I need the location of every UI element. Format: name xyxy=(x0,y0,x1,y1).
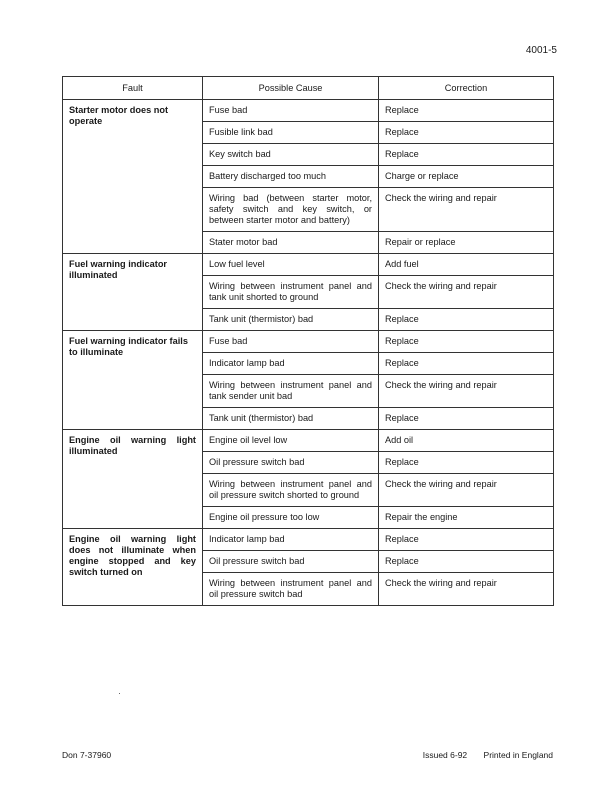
correction-cell: Check the wiring and repair xyxy=(379,188,554,232)
cause-cell: Wiring bad (between starter motor, safety switch and key switch, or between starter motor and battery) xyxy=(203,188,379,232)
table-row xyxy=(63,430,554,452)
correction-cell: Charge or replace xyxy=(379,166,554,188)
cause-cell: Battery discharged too much xyxy=(203,166,379,188)
correction-cell: Check the wiring and repair xyxy=(379,573,554,606)
cause-cell: Indicator lamp bad xyxy=(203,353,379,375)
page-number: 4001-5 xyxy=(525,45,557,56)
correction-cell: Add oil xyxy=(379,430,554,452)
correction-cell: Replace xyxy=(379,309,554,331)
cause-cell: Oil pressure switch bad xyxy=(203,452,379,474)
table-row xyxy=(63,254,554,276)
correction-cell: Check the wiring and repair xyxy=(379,375,554,408)
table-row xyxy=(63,529,554,551)
footer-printed: Printed in England xyxy=(483,750,553,760)
table-row xyxy=(63,100,554,122)
fault-cell: Starter motor does not operate xyxy=(63,100,203,254)
footer-issue-info xyxy=(423,750,553,760)
correction-cell: Replace xyxy=(379,551,554,573)
correction-cell: Check the wiring and repair xyxy=(379,276,554,309)
cause-cell: Tank unit (thermistor) bad xyxy=(203,408,379,430)
table-header-row xyxy=(63,77,554,100)
cause-cell: Low fuel level xyxy=(203,254,379,276)
cause-cell: Tank unit (thermistor) bad xyxy=(203,309,379,331)
cause-cell: Engine oil pressure too low xyxy=(203,507,379,529)
cause-cell: Indicator lamp bad xyxy=(203,529,379,551)
cause-cell: Wiring between instrument panel and tank sender unit bad xyxy=(203,375,379,408)
correction-cell: Replace xyxy=(379,529,554,551)
cause-cell: Key switch bad xyxy=(203,144,379,166)
fault-table xyxy=(62,76,554,606)
fault-cell: Engine oil warning light does not illuminate when engine stopped and key switch turned on xyxy=(63,529,203,606)
correction-cell: Replace xyxy=(379,144,554,166)
correction-cell: Replace xyxy=(379,353,554,375)
scan-speck xyxy=(119,693,120,694)
cause-cell: Stater motor bad xyxy=(203,232,379,254)
cause-cell: Wiring between instrument panel and oil pressure switch shorted to ground xyxy=(203,474,379,507)
cause-cell: Fuse bad xyxy=(203,331,379,353)
cause-cell: Engine oil level low xyxy=(203,430,379,452)
footer-doc-number: Don 7-37960 xyxy=(62,750,112,760)
correction-cell: Replace xyxy=(379,331,554,353)
correction-cell: Replace xyxy=(379,122,554,144)
fault-cell: Fuel warning indicator fails to illuminate xyxy=(63,331,203,430)
header-correction: Correction xyxy=(379,77,554,100)
cause-cell: Fuse bad xyxy=(203,100,379,122)
correction-cell: Replace xyxy=(379,408,554,430)
correction-cell: Replace xyxy=(379,452,554,474)
correction-cell: Repair the engine xyxy=(379,507,554,529)
correction-cell: Repair or replace xyxy=(379,232,554,254)
fault-cell: Fuel warning indicator illuminated xyxy=(63,254,203,331)
cause-cell: Wiring between instrument panel and oil pressure switch bad xyxy=(203,573,379,606)
correction-cell: Check the wiring and repair xyxy=(379,474,554,507)
cause-cell: Oil pressure switch bad xyxy=(203,551,379,573)
cause-cell: Wiring between instrument panel and tank unit shorted to ground xyxy=(203,276,379,309)
correction-cell: Add fuel xyxy=(379,254,554,276)
footer-issued: Issued 6-92 xyxy=(422,750,468,760)
header-possible-cause: Possible Cause xyxy=(203,77,379,100)
fault-cell: Engine oil warning light illuminated xyxy=(63,430,203,529)
table-row xyxy=(63,331,554,353)
cause-cell: Fusible link bad xyxy=(203,122,379,144)
header-fault: Fault xyxy=(63,77,203,100)
correction-cell: Replace xyxy=(379,100,554,122)
